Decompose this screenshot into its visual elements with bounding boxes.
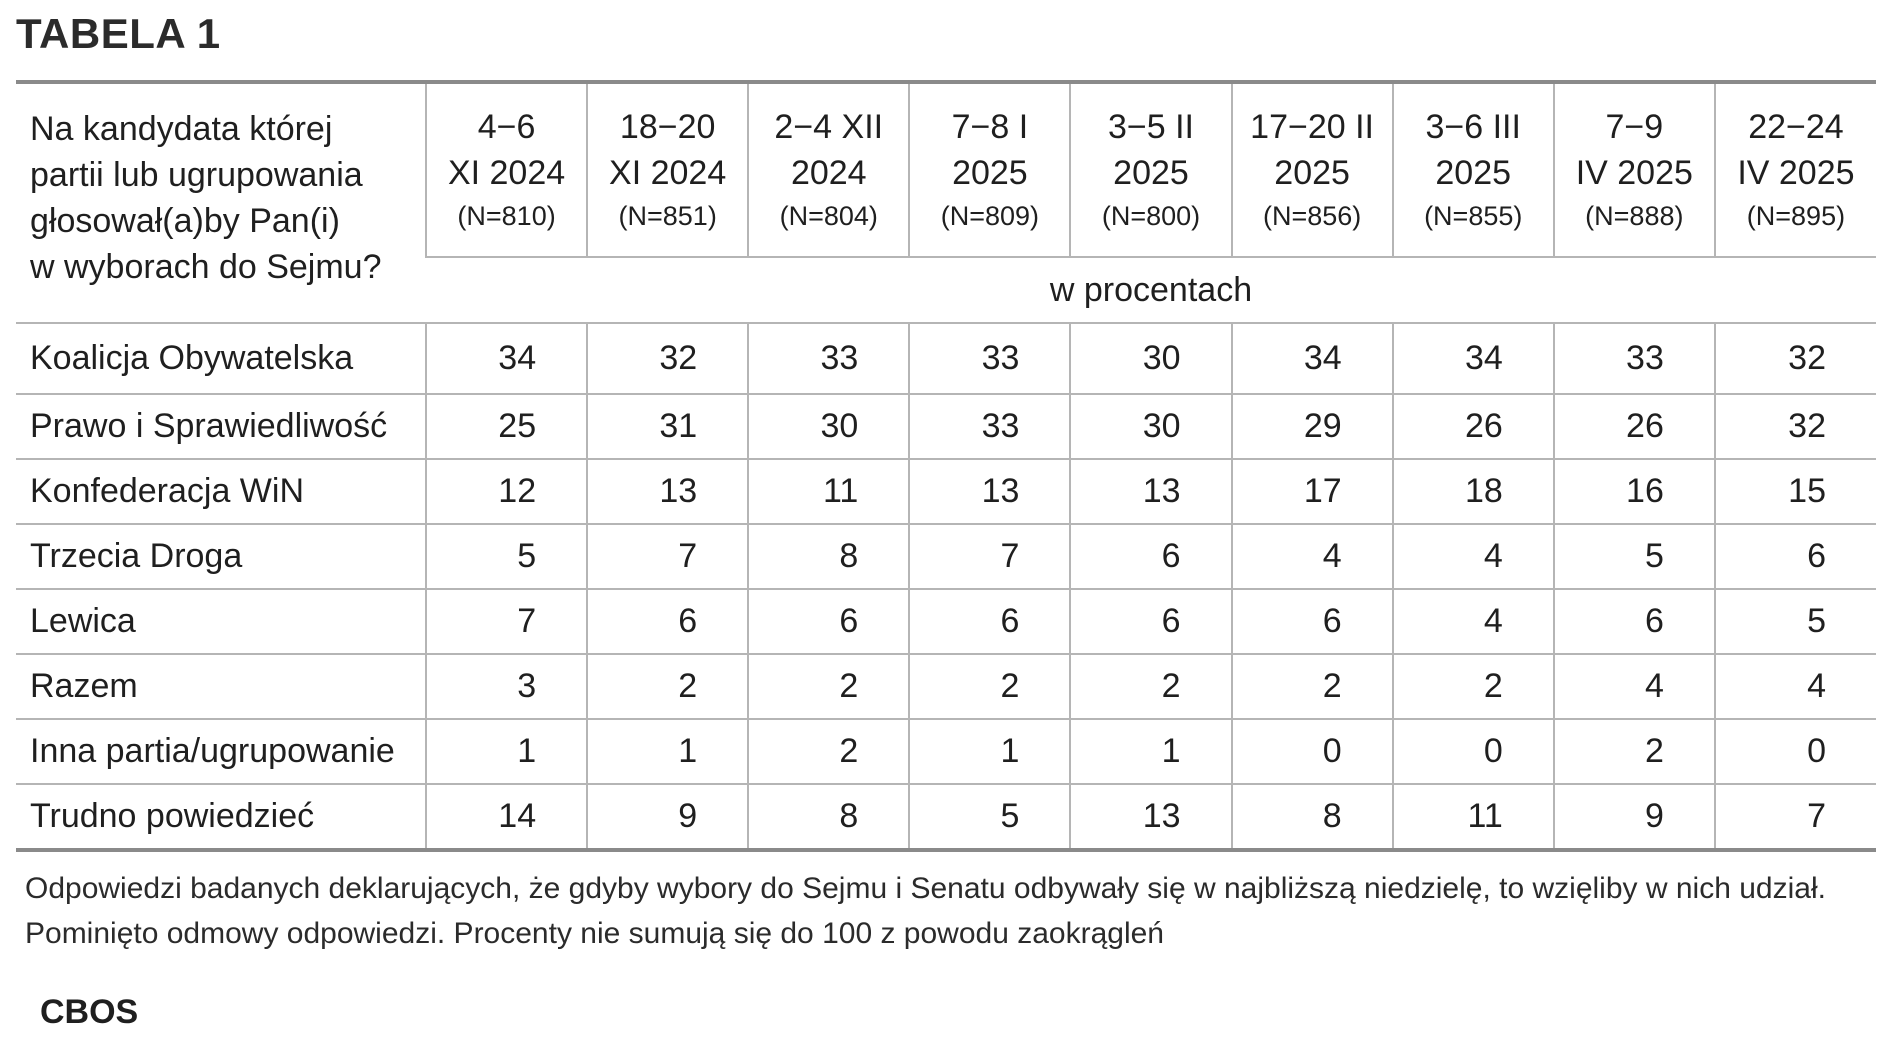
table-cell: 33	[748, 323, 909, 394]
header-row	[16, 82, 1876, 257]
row-label: Prawo i Sprawiedliwość	[16, 394, 426, 459]
column-header	[587, 82, 748, 257]
table-cell: 2	[748, 719, 909, 784]
poll-table	[16, 80, 1876, 852]
column-header	[1715, 82, 1876, 257]
row-label: Koalicja Obywatelska	[16, 323, 426, 394]
column-sample-size: (N=895)	[1746, 201, 1846, 231]
column-sample-size: (N=809)	[940, 201, 1040, 231]
table-cell: 33	[909, 323, 1070, 394]
table-cell: 30	[1070, 394, 1231, 459]
column-sample-size: (N=800)	[1101, 201, 1201, 231]
table-cell: 7	[909, 524, 1070, 589]
table-cell: 1	[426, 719, 587, 784]
table-body	[16, 323, 1876, 850]
table-cell: 34	[1232, 323, 1393, 394]
table-cell: 16	[1554, 459, 1715, 524]
table-cell: 9	[587, 784, 748, 850]
table-cell: 6	[1232, 589, 1393, 654]
column-date-line: 2025	[1435, 154, 1512, 192]
table-cell: 4	[1393, 524, 1554, 589]
table-cell: 6	[1070, 589, 1231, 654]
table-cell: 2	[1554, 719, 1715, 784]
column-date-line: 3−5 II	[1107, 108, 1194, 146]
column-date-line: XI 2024	[447, 154, 566, 192]
table-cell: 6	[1070, 524, 1231, 589]
column-date-line: IV 2025	[1575, 154, 1693, 192]
table-cell: 17	[1232, 459, 1393, 524]
table-cell: 13	[1070, 459, 1231, 524]
column-date-line: XI 2024	[609, 154, 727, 192]
table-cell: 2	[1393, 654, 1554, 719]
row-label: Konfederacja WiN	[16, 459, 426, 524]
table-cell: 2	[748, 654, 909, 719]
table-row	[16, 784, 1876, 850]
table-cell: 4	[1715, 654, 1876, 719]
table-cell: 25	[426, 394, 587, 459]
table-cell: 32	[1715, 323, 1876, 394]
column-date-line: 4−6	[477, 108, 536, 146]
table-cell: 26	[1554, 394, 1715, 459]
row-label: Razem	[16, 654, 426, 719]
table-cell: 14	[426, 784, 587, 850]
table-cell: 11	[1393, 784, 1554, 850]
table-cell: 11	[748, 459, 909, 524]
unit-label: w procentach	[426, 257, 1876, 323]
table-cell: 9	[1554, 784, 1715, 850]
table-cell: 13	[1070, 784, 1231, 850]
table-cell: 2	[587, 654, 748, 719]
question-header	[16, 82, 426, 323]
row-label: Trzecia Droga	[16, 524, 426, 589]
column-sample-size: (N=851)	[618, 201, 717, 231]
table-cell: 5	[1554, 524, 1715, 589]
table-cell: 6	[748, 589, 909, 654]
table-cell: 32	[1715, 394, 1876, 459]
footnote: Odpowiedzi badanych deklarujących, że gdyby wybory do Sejmu i Senatu odbywały się w najbliższą niedzielę, to wzięliby w nich udział. Pominięto odmowy odpowiedzi. Procenty nie sumują się do 100 z powodu zaokrągleń	[25, 872, 1826, 950]
table-cell: 15	[1715, 459, 1876, 524]
table-cell: 31	[587, 394, 748, 459]
column-date-line: 18−20	[619, 108, 716, 146]
table-cell: 33	[909, 394, 1070, 459]
table-cell: 18	[1393, 459, 1554, 524]
column-date-line: 3−6 III	[1425, 108, 1521, 146]
table-cell: 0	[1393, 719, 1554, 784]
table-cell: 5	[909, 784, 1070, 850]
question-line: Na kandydata której	[30, 110, 333, 148]
table-cell: 2	[909, 654, 1070, 719]
question-line: głosował(a)by Pan(i)	[30, 202, 340, 240]
column-date-line: 2025	[1274, 154, 1350, 192]
table-cell: 13	[587, 459, 748, 524]
column-header	[1070, 82, 1231, 257]
table-cell: 1	[1070, 719, 1231, 784]
column-header	[1232, 82, 1393, 257]
column-date-line: 2024	[790, 154, 867, 192]
column-header	[748, 82, 909, 257]
table-row	[16, 654, 1876, 719]
table-cell: 8	[1232, 784, 1393, 850]
table-cell: 26	[1393, 394, 1554, 459]
table-cell: 12	[426, 459, 587, 524]
table-cell: 29	[1232, 394, 1393, 459]
table-title: TABELA 1	[16, 10, 221, 57]
table-cell: 2	[1232, 654, 1393, 719]
table-cell: 34	[426, 323, 587, 394]
column-header	[426, 82, 587, 257]
table-cell: 0	[1715, 719, 1876, 784]
table-cell: 4	[1554, 654, 1715, 719]
table-row	[16, 589, 1876, 654]
row-label: Trudno powiedzieć	[16, 784, 426, 850]
table-cell: 6	[909, 589, 1070, 654]
table-cell: 4	[1393, 589, 1554, 654]
table-row	[16, 394, 1876, 459]
table-cell: 30	[1070, 323, 1231, 394]
table-cell: 6	[587, 589, 748, 654]
table-cell: 7	[587, 524, 748, 589]
column-date-line: IV 2025	[1737, 154, 1855, 192]
table-cell: 8	[748, 524, 909, 589]
column-sample-size: (N=856)	[1262, 201, 1362, 231]
source-logo: CBOS	[40, 993, 139, 1031]
row-label: Lewica	[16, 589, 426, 654]
table-cell: 2	[1070, 654, 1231, 719]
table-cell: 6	[1554, 589, 1715, 654]
table-cell: 34	[1393, 323, 1554, 394]
column-header	[909, 82, 1070, 257]
table-cell: 5	[1715, 589, 1876, 654]
table-cell: 5	[426, 524, 587, 589]
column-sample-size: (N=810)	[457, 201, 556, 231]
table-cell: 4	[1232, 524, 1393, 589]
table-cell: 7	[426, 589, 587, 654]
table-row	[16, 524, 1876, 589]
table-cell: 32	[587, 323, 748, 394]
column-date-line: 17−20 II	[1250, 108, 1375, 146]
table-cell: 6	[1715, 524, 1876, 589]
table-cell: 1	[909, 719, 1070, 784]
column-sample-size: (N=888)	[1585, 201, 1684, 231]
column-date-line: 2025	[952, 154, 1028, 192]
row-label: Inna partia/ugrupowanie	[16, 719, 426, 784]
table-cell: 1	[587, 719, 748, 784]
table-cell: 3	[426, 654, 587, 719]
table-row	[16, 719, 1876, 784]
column-date-line: 7−8 I	[951, 108, 1029, 146]
column-header	[1554, 82, 1715, 257]
table-cell: 30	[748, 394, 909, 459]
question-line: partii lub ugrupowania	[30, 156, 363, 194]
table-cell: 13	[909, 459, 1070, 524]
table-row	[16, 459, 1876, 524]
column-date-line: 7−9	[1605, 108, 1664, 146]
table-row	[16, 323, 1876, 394]
table-cell: 7	[1715, 784, 1876, 850]
table-cell: 8	[748, 784, 909, 850]
table-cell: 33	[1554, 323, 1715, 394]
column-date-line: 2−4 XII	[774, 108, 884, 146]
column-header	[1393, 82, 1554, 257]
column-sample-size: (N=855)	[1424, 201, 1523, 231]
question-line: w wyborach do Sejmu?	[30, 248, 382, 286]
column-sample-size: (N=804)	[779, 201, 878, 231]
column-date-line: 2025	[1113, 154, 1189, 192]
table-cell: 0	[1232, 719, 1393, 784]
column-date-line: 22−24	[1748, 108, 1844, 146]
